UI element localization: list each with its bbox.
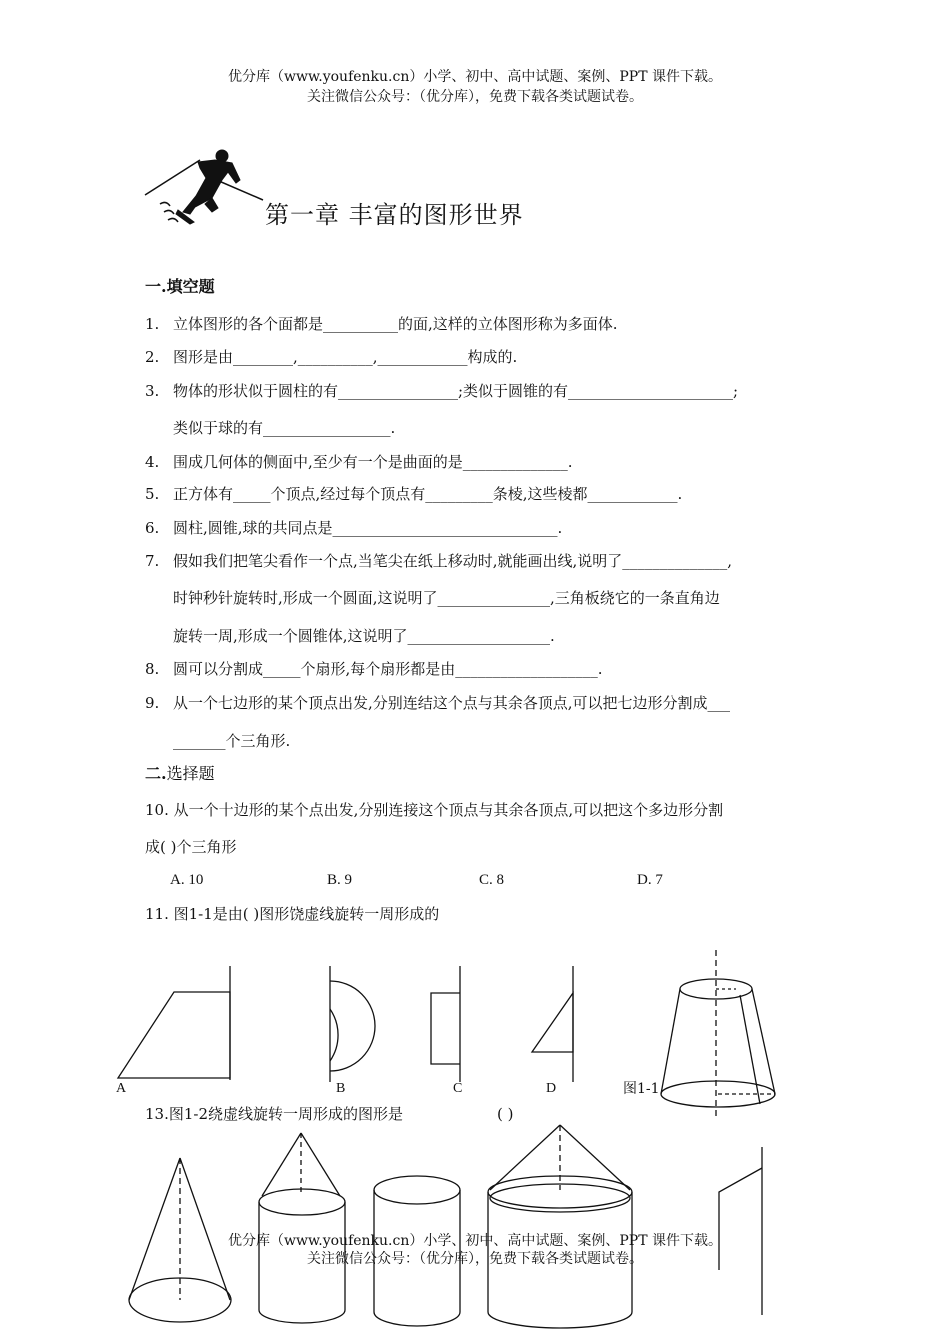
question-7-cont-1: 时钟秒针旋转时,形成一个圆面,这说明了_______________,三角板绕它的一条直角边	[173, 589, 720, 607]
question-2: 2. 图形是由________,__________,____________构成的.	[145, 348, 518, 366]
question-13-paren: ( )	[497, 1105, 514, 1123]
footer-line-2: 关注微信公众号：（优分库），免费下载各类试题试卷。	[307, 1251, 643, 1267]
question-11: 11. 图1-1是由( )图形饶虚线旋转一周形成的	[145, 905, 440, 923]
skier-icon	[145, 150, 263, 224]
q10-option-a: A. 10	[170, 872, 204, 888]
q10-option-b: B. 9	[327, 872, 353, 888]
question-13: 13.图1-2绕虚线旋转一周形成的图形是	[145, 1105, 404, 1123]
header-line-1: 优分库（www.youfenku.cn）小学、初中、高中试题、案例、PPT 课件下载。	[227, 69, 722, 85]
q10-option-c: C. 8	[479, 872, 505, 888]
q13-option-cone-cylinder	[259, 1133, 345, 1323]
q11-label-b: B	[336, 1081, 346, 1096]
q11-label-c: C	[453, 1081, 463, 1096]
question-10-cont: 成( )个三角形	[145, 838, 237, 856]
header-line-2: 关注微信公众号：（优分库），免费下载各类试题试卷。	[307, 89, 643, 105]
question-1: 1. 立体图形的各个面都是__________的面,这样的立体图形称为多面体.	[145, 315, 618, 333]
question-6: 6. 圆柱,圆锥,球的共同点是______________________________.	[145, 519, 563, 537]
q11-label-d: D	[546, 1081, 557, 1096]
section-fill-in-blank: 一.填空题	[145, 277, 215, 296]
q11-figure-label: 图1-1	[623, 1081, 660, 1097]
q10-option-d: D. 7	[637, 872, 663, 888]
question-4: 4. 围成几何体的侧面中,至少有一个是曲面的是______________.	[145, 453, 573, 471]
question-3-cont: 类似于球的有_________________.	[173, 419, 396, 437]
question-7: 7. 假如我们把笔尖看作一个点,当笔尖在纸上移动时,就能画出线,说明了______________,	[145, 552, 733, 570]
q11-option-c-rectangle	[431, 966, 460, 1082]
q11-option-d-triangle	[532, 966, 573, 1082]
question-9: 9. 从一个七边形的某个顶点出发,分别连结这个点与其余各顶点,可以把七边形分割成___	[145, 694, 731, 712]
question-7-cont-2: 旋转一周,形成一个圆锥体,这说明了___________________.	[173, 627, 555, 645]
q11-figure-frustum	[661, 950, 775, 1120]
q11-option-b-semicircle	[330, 966, 375, 1082]
footer-line-1: 优分库（www.youfenku.cn）小学、初中、高中试题、案例、PPT 课件下载。	[227, 1233, 722, 1249]
question-10: 10. 从一个十边形的某个点出发,分别连接这个顶点与其余各顶点,可以把这个多边形分割	[145, 801, 724, 819]
q11-label-a: A	[116, 1081, 127, 1096]
section-multiple-choice: 二.选择题	[145, 764, 215, 783]
q13-option-cone-on-cylinder	[488, 1125, 632, 1328]
question-9-cont: _______个三角形.	[173, 732, 291, 750]
question-3: 3. 物体的形状似于圆柱的有________________;类似于圆锥的有______________________;	[145, 382, 739, 400]
question-8: 8. 圆可以分割成_____个扇形,每个扇形都是由___________________.	[145, 660, 603, 678]
q11-option-a-trapezoid	[118, 966, 230, 1080]
question-5: 5. 正方体有_____个顶点,经过每个顶点有_________条棱,这些棱都____________.	[145, 485, 683, 503]
chapter-title: 第一章 丰富的图形世界	[265, 201, 524, 229]
